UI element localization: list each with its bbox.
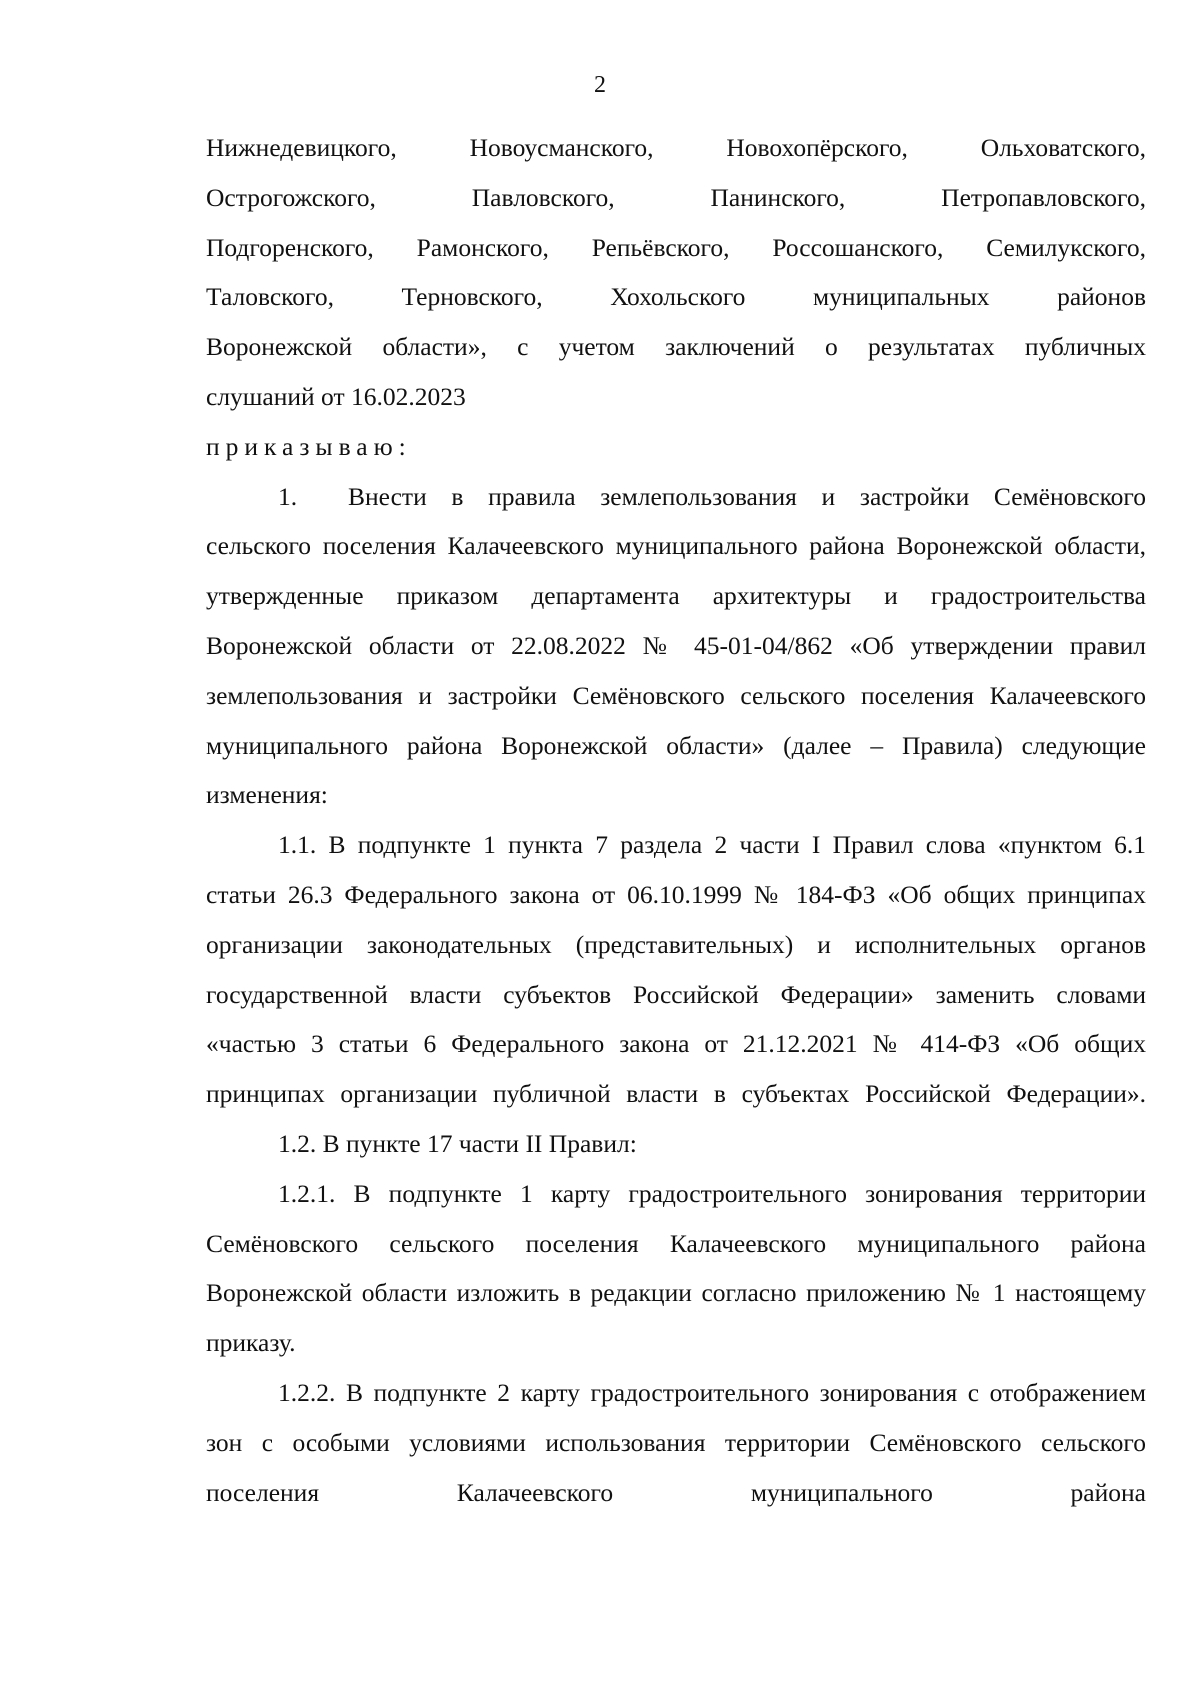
preamble-line: слушаний от 16.02.2023	[206, 381, 466, 411]
paragraph-1-text: Внести в правила землепользования и застройки Семёновского сельского поселения Калачеевского муниципального района Воронежской области, утвержденные приказом департамента архитектуры и градостроительства Воронежской области от 22.08.2022 № 45-01-04/862 «Об утверждении правил землепользования и застройки Семёновского сельского поселения Калачеевского муниципального района Воронежской области» (далее – Правила) следующие изменения:	[206, 481, 1146, 810]
paragraph-1-2-2: 1.2.2. В подпункте 2 карту градостроительного зонирования с отображением зон с особыми условиями использования территории Семёновского сельского поселения Калачеевского муниципального района	[206, 1377, 1146, 1507]
preamble-line: Нижнедевицкого, Новоусманского, Новохопёрского, Ольховатского,	[206, 133, 1146, 162]
paragraph-1-number: 1.	[278, 481, 298, 511]
preamble-line: Подгоренского, Рамонского, Репьёвского, Россошанского, Семилукского,	[206, 232, 1146, 262]
paragraph-1	[206, 472, 1146, 821]
order-word: приказываю:	[206, 431, 412, 461]
paragraph-1-2-1: 1.2.1. В подпункте 1 карту градостроительного зонирования территории Семёновского сельского поселения Калачеевского муниципального района Воронежской области изложить в редакции согласно приложению № 1 настоящему приказу.	[206, 1178, 1146, 1358]
document-body	[206, 123, 1146, 1517]
paragraph-1-2: 1.2. В пункте 17 части II Правил:	[278, 1128, 637, 1158]
preamble-line: Острогожского, Павловского, Панинского, Петропавловского,	[206, 182, 1146, 212]
page-number: 2	[594, 72, 606, 98]
preamble-line: Таловского, Терновского, Хохольского муниципальных районов	[206, 282, 1146, 312]
paragraph-1-1: 1.1. В подпункте 1 пункта 7 раздела 2 части I Правил слова «пунктом 6.1 статьи 26.3 Федерального закона от 06.10.1999 № 184-ФЗ «Об общих принципах организации законодательных (представительных) и исполнительных органов государственной власти субъектов Российской Федерации» заменить словами «частью 3 статьи 6 Федерального закона от 21.12.2021 № 414-ФЗ «Об общих принципах организации публичной власти в субъектах Российской Федерации».	[206, 830, 1146, 1109]
preamble-line: Воронежской области», с учетом заключений о результатах публичных	[206, 332, 1146, 362]
